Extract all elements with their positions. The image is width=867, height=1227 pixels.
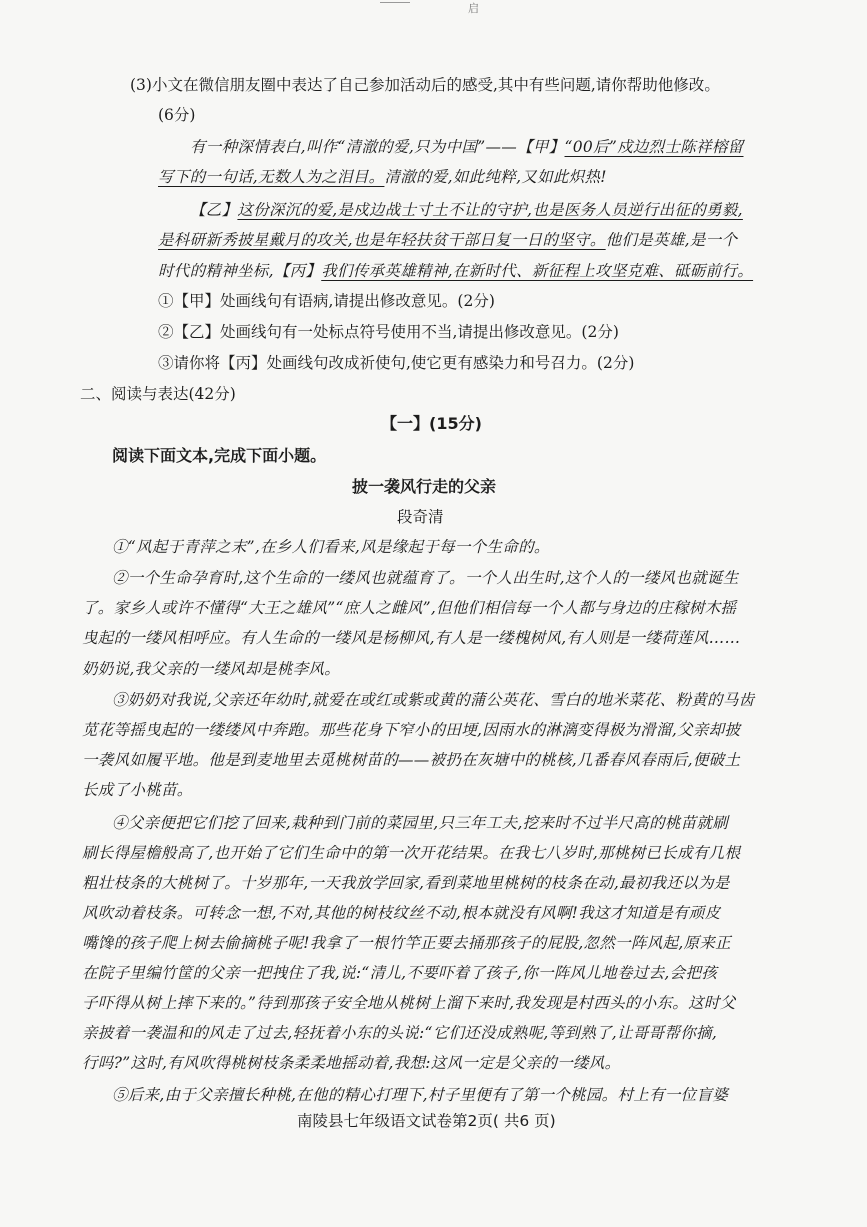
paragraph-3-line: 一袭风如履平地。他是到麦地里去觅桃树苗的——被扔在灰塘中的桃核,几番春风春雨后,便破土 bbox=[82, 751, 741, 769]
passage-line bbox=[158, 260, 753, 282]
passage-text: 他们是英雄,是一个 bbox=[605, 231, 738, 249]
underlined-sentence-jia-cont: 写下的一句话,无数人为之泪目。 bbox=[158, 168, 385, 186]
paragraph-4-line: 在院子里编竹筐的父亲一把拽住了我,说:“清儿,不要吓着了孩子,你一阵风儿地卷过去,会把孩 bbox=[82, 964, 718, 982]
paragraph-4-line: ④父亲便把它们挖了回来,栽种到门前的菜园里,只三年工夫,挖来时不过半尺高的桃苗就刷 bbox=[112, 814, 729, 832]
passage-text: 有一种深情表白,叫作“清澈的爱,只为中国”——【甲】 bbox=[190, 138, 565, 156]
paragraph-4-line: 风吹动着枝条。可转念一想,不对,其他的树枝纹丝不动,根本就没有风啊!我这才知道是有顽皮 bbox=[82, 904, 721, 922]
passage-line bbox=[190, 136, 744, 158]
paragraph-4-line: 行吗?”这时,有风吹得桃树枝条柔柔地摇动着,我想:这风一定是父亲的一缕风。 bbox=[82, 1054, 621, 1072]
passage-line bbox=[190, 199, 743, 221]
page-footer: 南陵县七年级语文试卷第2页( 共6 页) bbox=[297, 1112, 556, 1130]
question-3-points: (6分) bbox=[158, 106, 196, 124]
paragraph-4-line: 刷长得屋檐般高了,也开始了它们生命中的第一次开花结果。在我七八岁时,那桃树已长成有几根 bbox=[82, 844, 741, 862]
paragraph-4-line: 子吓得从树上摔下来的。”待到那孩子安全地从桃树上溜下来时,我发现是村西头的小东。这时父 bbox=[82, 994, 736, 1012]
question-3-stem: (3)小文在微信朋友圈中表达了自己参加活动后的感受,其中有些问题,请你帮助他修改。 bbox=[130, 76, 720, 94]
article-author: 段奇清 bbox=[397, 508, 444, 526]
part-heading: 【一】(15分) bbox=[381, 414, 482, 433]
passage-text: 【乙】 bbox=[190, 201, 238, 219]
paragraph-3-line: ③奶奶对我说,父亲还年幼时,就爱在或红或紫或黄的蒲公英花、雪白的地米菜花、粉黄的马齿 bbox=[112, 691, 755, 709]
header-mark: 启 bbox=[468, 2, 479, 15]
sub-question-1: ①【甲】处画线句有语病,请提出修改意见。(2分) bbox=[158, 292, 495, 310]
paragraph-2-line: ②一个生命孕育时,这个生命的一缕风也就蕴育了。一个人出生时,这个人的一缕风也就诞生 bbox=[112, 569, 739, 587]
passage-line bbox=[158, 166, 607, 188]
section-heading: 二、阅读与表达(42分) bbox=[80, 385, 236, 403]
passage-line bbox=[158, 229, 737, 251]
paragraph-4-line: 嘴馋的孩子爬上树去偷摘桃子呢!我拿了一根竹竿正要去捅那孩子的屁股,忽然一阵风起,原来正 bbox=[82, 934, 731, 952]
sub-question-2: ②【乙】处画线句有一处标点符号使用不当,请提出修改意见。(2分) bbox=[158, 323, 619, 341]
paragraph-4-line: 亲披着一袭温和的风走了过去,轻抚着小东的头说:“它们还没成熟呢,等到熟了,让哥哥帮你摘, bbox=[82, 1024, 718, 1042]
paragraph-1: ①“风起于青萍之末”,在乡人们看来,风是缘起于每一个生命的。 bbox=[112, 538, 550, 556]
paragraph-4-line: 粗壮枝条的大桃树了。十岁那年,一天我放学回家,看到菜地里桃树的枝条在动,最初我还以为是 bbox=[82, 874, 730, 892]
sub-question-3: ③请你将【丙】处画线句改成祈使句,使它更有感染力和号召力。(2分) bbox=[158, 354, 635, 372]
reading-instruction: 阅读下面文本,完成下面小题。 bbox=[112, 446, 327, 465]
article-title: 披一袭风行走的父亲 bbox=[352, 477, 497, 496]
underlined-sentence-bing: 我们传承英雄精神,在新时代、新征程上攻坚克难、砥砺前行。 bbox=[321, 262, 754, 280]
paragraph-2-line: 了。家乡人或许不懂得“大王之雄风”“庶人之雌风”,但他们相信每一个人都与身边的庄稼树木摇 bbox=[82, 599, 737, 617]
paragraph-5-line: ⑤后来,由于父亲擅长种桃,在他的精心打理下,村子里便有了第一个桃园。村上有一位盲婆 bbox=[112, 1086, 729, 1104]
paragraph-2-line: 奶奶说,我父亲的一缕风却是桃李风。 bbox=[82, 660, 341, 678]
paragraph-3-line: 长成了小桃苗。 bbox=[82, 781, 193, 799]
passage-text: 清澈的爱,如此纯粹,又如此炽热! bbox=[384, 168, 607, 186]
underlined-sentence-yi: 这份深沉的爱,是戍边战士寸土不让的守护,也是医务人员逆行出征的勇毅, bbox=[237, 201, 743, 219]
scan-top-mark bbox=[380, 2, 410, 3]
paragraph-3-line: 苋花等摇曳起的一缕缕风中奔跑。那些花身下窄小的田埂,因雨水的淋漓变得极为滑溜,父亲却披 bbox=[82, 721, 741, 739]
passage-text: 时代的精神坐标,【丙】 bbox=[158, 262, 322, 280]
paragraph-2-line: 曳起的一缕风相呼应。有人生命的一缕风是杨柳风,有人是一缕槐树风,有人则是一缕荷莲风…… bbox=[82, 629, 741, 647]
underlined-sentence-jia: “00后”戍边烈士陈祥榕留 bbox=[564, 138, 744, 156]
underlined-sentence-yi-cont: 是科研新秀披星戴月的攻关,也是年轻扶贫干部日复一日的坚守。 bbox=[158, 231, 606, 249]
